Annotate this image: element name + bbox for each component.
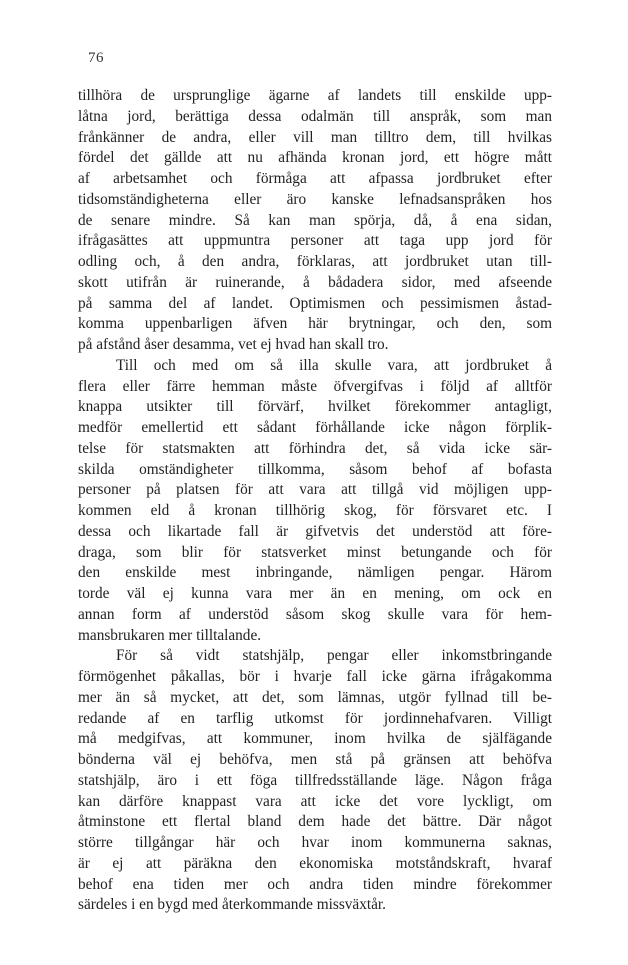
text-line: För så vidt statshjälp, pengar eller inkomstbringande	[116, 647, 552, 665]
text-line: låtna jord, berättiga dessa odalmän till anspråk, som man	[78, 107, 552, 125]
text-line: Till och med om så illa skulle vara, att jordbruket å	[116, 356, 552, 374]
text-line: må medgifvas, att kommuner, inom hvilka de själfägande	[78, 730, 552, 748]
text-line: den enskilde mest inbringande, nämligen pengar. Härom	[78, 564, 552, 582]
text-line: är ej att päräkna den ekonomiska motståndskraft, hvaraf	[78, 854, 552, 872]
text-line: större tillgångar här och hvar inom kommunerna saknas,	[78, 834, 552, 851]
text-line: tidsomständigheterna eller äro kanske lefnadsanspråken hos	[78, 190, 552, 208]
text-line: kommen eld å kronan tillhörig skog, för försvaret etc. I	[78, 502, 552, 519]
text-line: kan därföre knappast vara att icke det vore lyckligt, om	[78, 792, 552, 810]
text-line: draga, som blir för statsverket minst betungande och för	[78, 543, 552, 561]
text-line: på samma del af landet. Optimismen och pessimismen åstad-	[78, 294, 552, 312]
text-line: skott utifrån är ruinerande, å bådadera sidor, med afseende	[78, 273, 552, 291]
text-line: förmögenhet påkallas, bör i hvarje fall icke gärna ifrågakomma	[78, 668, 552, 685]
text-line: mansbrukaren mer tilltalande.	[78, 626, 262, 644]
text-line: redande af en tarflig utkomst för jordinnehafvaren. Villigt	[78, 709, 552, 727]
text-line: bönderna väl ej behöfva, men stå på gränsen att behöfva	[78, 751, 552, 768]
text-line: telse för statsmakten att förhindra det, så vida icke sär-	[78, 439, 552, 457]
text-line: på afstånd åser desamma, vet ej hvad han skall tro.	[78, 336, 389, 353]
text-line: dessa och likartade fall är gifvetvis det understöd att före-	[78, 522, 552, 540]
page-number: 76	[88, 50, 104, 66]
text-line: komma uppenbarligen äfven här brytningar, och den, som	[78, 315, 552, 333]
text-line: de senare mindre. Så kan man spörja, då, å ena sidan,	[78, 211, 552, 229]
text-line: tillhöra de ursprunglige ägarne af landets till enskilde upp-	[78, 87, 552, 104]
text-line: knappa utsikter till förvärf, hvilket förekommer antagligt,	[78, 398, 552, 416]
text-line: personer på platsen för att vara att tillgå vid möjligen upp-	[78, 481, 552, 499]
text-line: statshjälp, äro i ett föga tillfredsställande läge. Någon fråga	[78, 771, 552, 789]
text-line: annan form af understöd såsom skog skulle vara för hem-	[78, 605, 552, 623]
text-line: mer än så mycket, att det, som lämnas, utgör fyllnad till be-	[78, 688, 552, 706]
text-line: frånkänner de andra, eller vill man tilltro dem, till hvilkas	[78, 128, 552, 146]
text-line: flera eller färre hemman måste öfvergifvas i följd af alltför	[78, 377, 552, 395]
text-line: fördel det gällde att nu afhända kronan jord, ett högre mått	[78, 149, 552, 167]
text-line: åtminstone ett flertal bland dem hade det bättre. Där något	[78, 813, 552, 831]
text-line: skilda omständigheter tillkomma, såsom behof af bofasta	[78, 460, 552, 478]
text-line: odling och, å den andra, förklaras, att jordbruket utan till-	[78, 253, 552, 270]
text-line: ifrågasättes att uppmuntra personer att taga upp jord för	[78, 232, 552, 250]
text-line: behof ena tiden mer och andra tiden mindre förekommer	[78, 875, 552, 893]
text-line: torde väl ej kunna vara mer än en mening, om ock en	[78, 585, 552, 602]
body-text	[78, 86, 552, 916]
text-line: af arbetsamhet och förmåga att afpassa jordbruket efter	[78, 170, 552, 187]
text-line: medför emellertid ett sådant förhållande icke någon förplik-	[78, 419, 552, 436]
text-line: särdeles i en bygd med återkommande missväxtår.	[78, 896, 386, 914]
